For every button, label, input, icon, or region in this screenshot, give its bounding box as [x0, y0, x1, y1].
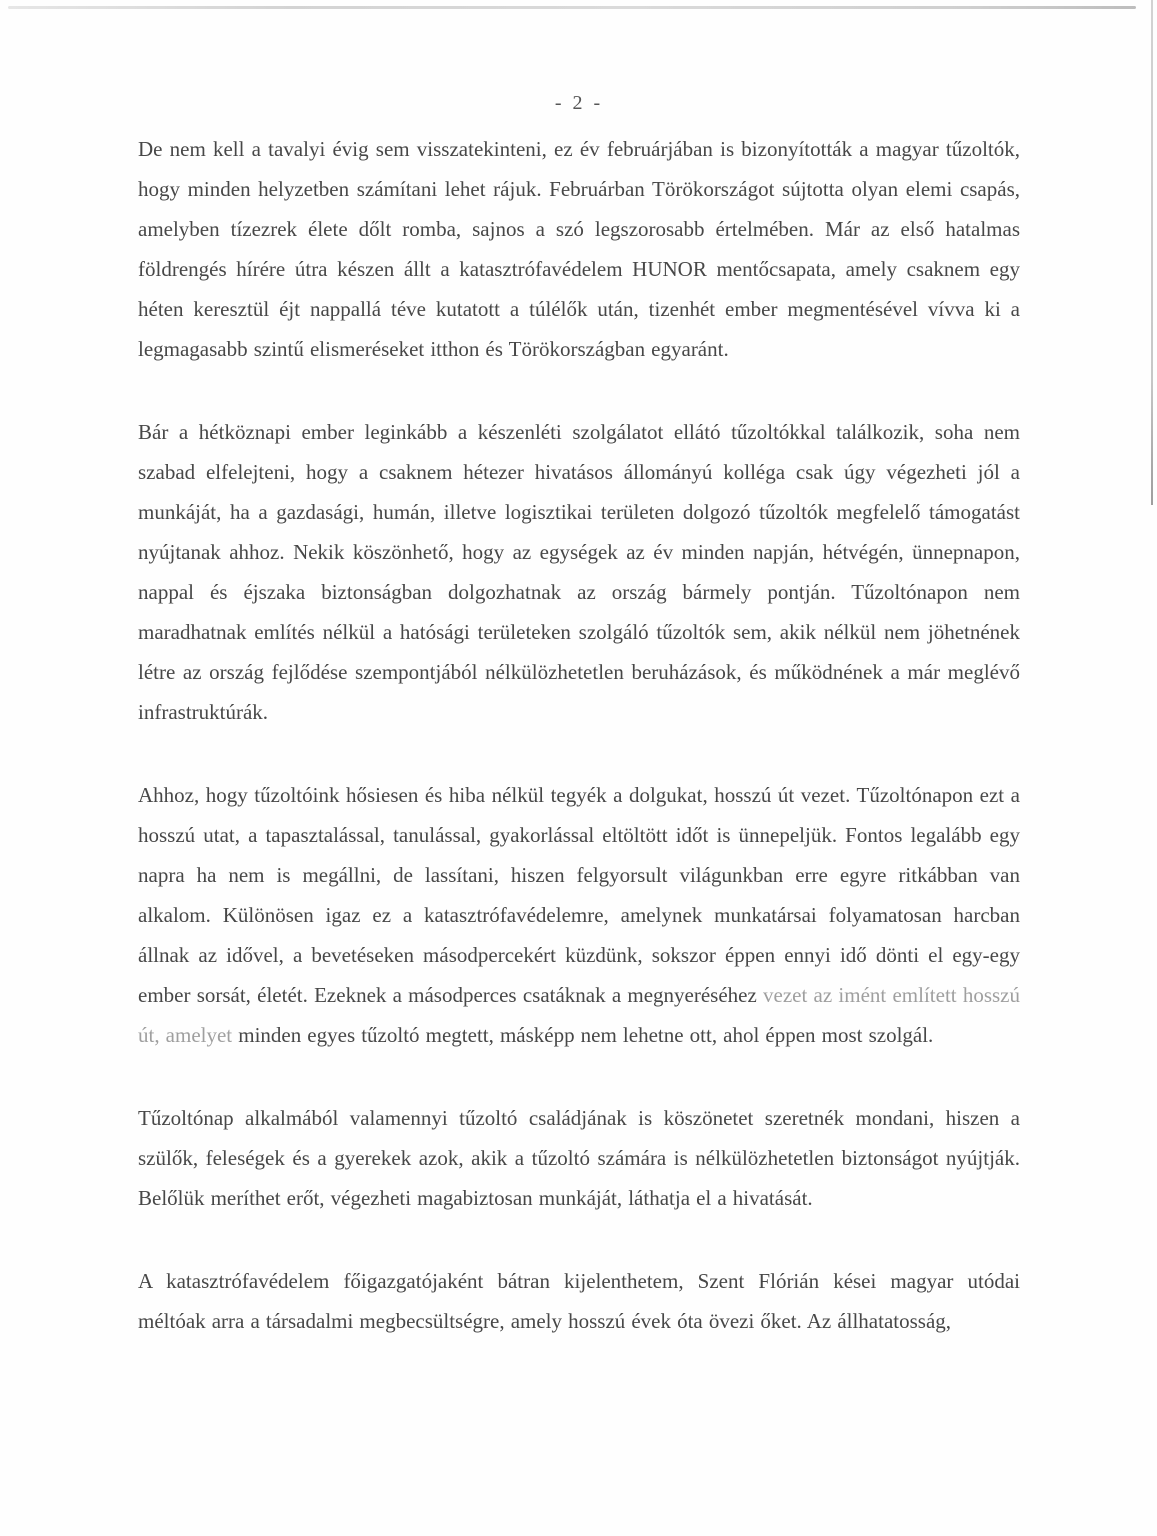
paragraph [138, 775, 1020, 1055]
paragraph: De nem kell a tavalyi évig sem visszatekinteni, ez év februárjában is bizonyították a magyar tűzoltók, hogy minden helyzetben számítani lehet rájuk. Februárban Törökországot sújtotta olyan elemi csapás, amelyben tízezrek élete dőlt romba, sajnos a szó legszorosabb értelmében. Már az első hatalmas földrengés hírére útra készen állt a katasztrófavédelem HUNOR mentőcsapata, amely csaknem egy héten keresztül éjt nappallá téve kutatott a túlélők után, tizenhét ember megmentésével vívva ki a legmagasabb szintű elismeréseket itthon és Törökországban egyaránt. [138, 137, 1020, 361]
paragraph: A katasztrófavédelem főigazgatójaként bátran kijelenthetem, Szent Flórián kései magyar utódai méltóak arra a társadalmi megbecsültségre, amely hosszú évek óta övezi őket. Az állhatatosság, [138, 1269, 1020, 1333]
paragraph-run-faded: vezet az imént említett hosszú út, amelyet [138, 983, 1020, 1047]
page-content [138, 92, 1020, 1341]
page-number: - 2 - [554, 92, 604, 114]
paragraph-run: Ahhoz, hogy tűzoltóink hősiesen és hiba nélkül tegyék a dolgukat, hosszú út vezet. Tűzoltónapon ezt a hosszú utat, a tapasztalással, tanulással, gyakorlással eltöltött időt is ünnepeljük. Fontos legalább egy napra ha nem is megállni, de lassítani, hiszen felgyorsult világunkban erre egyre ritkábban van alkalom. Különösen igaz ez a katasztrófavédelemre, amelynek munkatársai folyamatosan harcban állnak az idővel, a bevetéseken másodpercekért küzdünk, sokszor éppen ennyi idő dönti el egy-egy ember sorsát, életét. Ezeknek a másodperces csatáknak a megnyeréséhez [138, 783, 1020, 1007]
paragraph: Bár a hétköznapi ember leginkább a készenléti szolgálatot ellátó tűzoltókkal találkozik, soha nem szabad elfelejteni, hogy a csaknem hétezer hivatásos állományú kolléga csak úgy végezheti jól a munkáját, ha a gazdasági, humán, illetve logisztikai területen dolgozó tűzoltók megfelelő támogatást nyújtanak ahhoz. Nekik köszönhető, hogy az egységek az év minden napján, hétvégén, ünnepnapon, nappal és éjszaka biztonságban dolgozhatnak az ország bármely pontján. Tűzoltónapon nem maradhatnak említés nélkül a hatósági területeken szolgáló tűzoltók sem, akik nélkül nem jöhetnének létre az ország fejlődése szempontjából nélkülözhetetlen beruházások, és működnének a már meglévő infrastruktúrák. [138, 420, 1020, 724]
scan-artifact-top-line [8, 6, 1136, 9]
paragraph: Tűzoltónap alkalmából valamennyi tűzoltó családjának is köszönetet szeretnék mondani, hiszen a szülők, feleségek és a gyerekek azok, akik a tűzoltó számára is nélkülözhetetlen biztonságot nyújtják. Belőlük meríthet erőt, végezheti magabiztosan munkáját, láthatja el a hivatását. [138, 1106, 1020, 1210]
paragraph-run: minden egyes tűzoltó megtett, másképp nem lehetne ott, ahol éppen most szolgál. [232, 1023, 934, 1047]
scan-artifact-right-edge-line [1151, 0, 1153, 505]
